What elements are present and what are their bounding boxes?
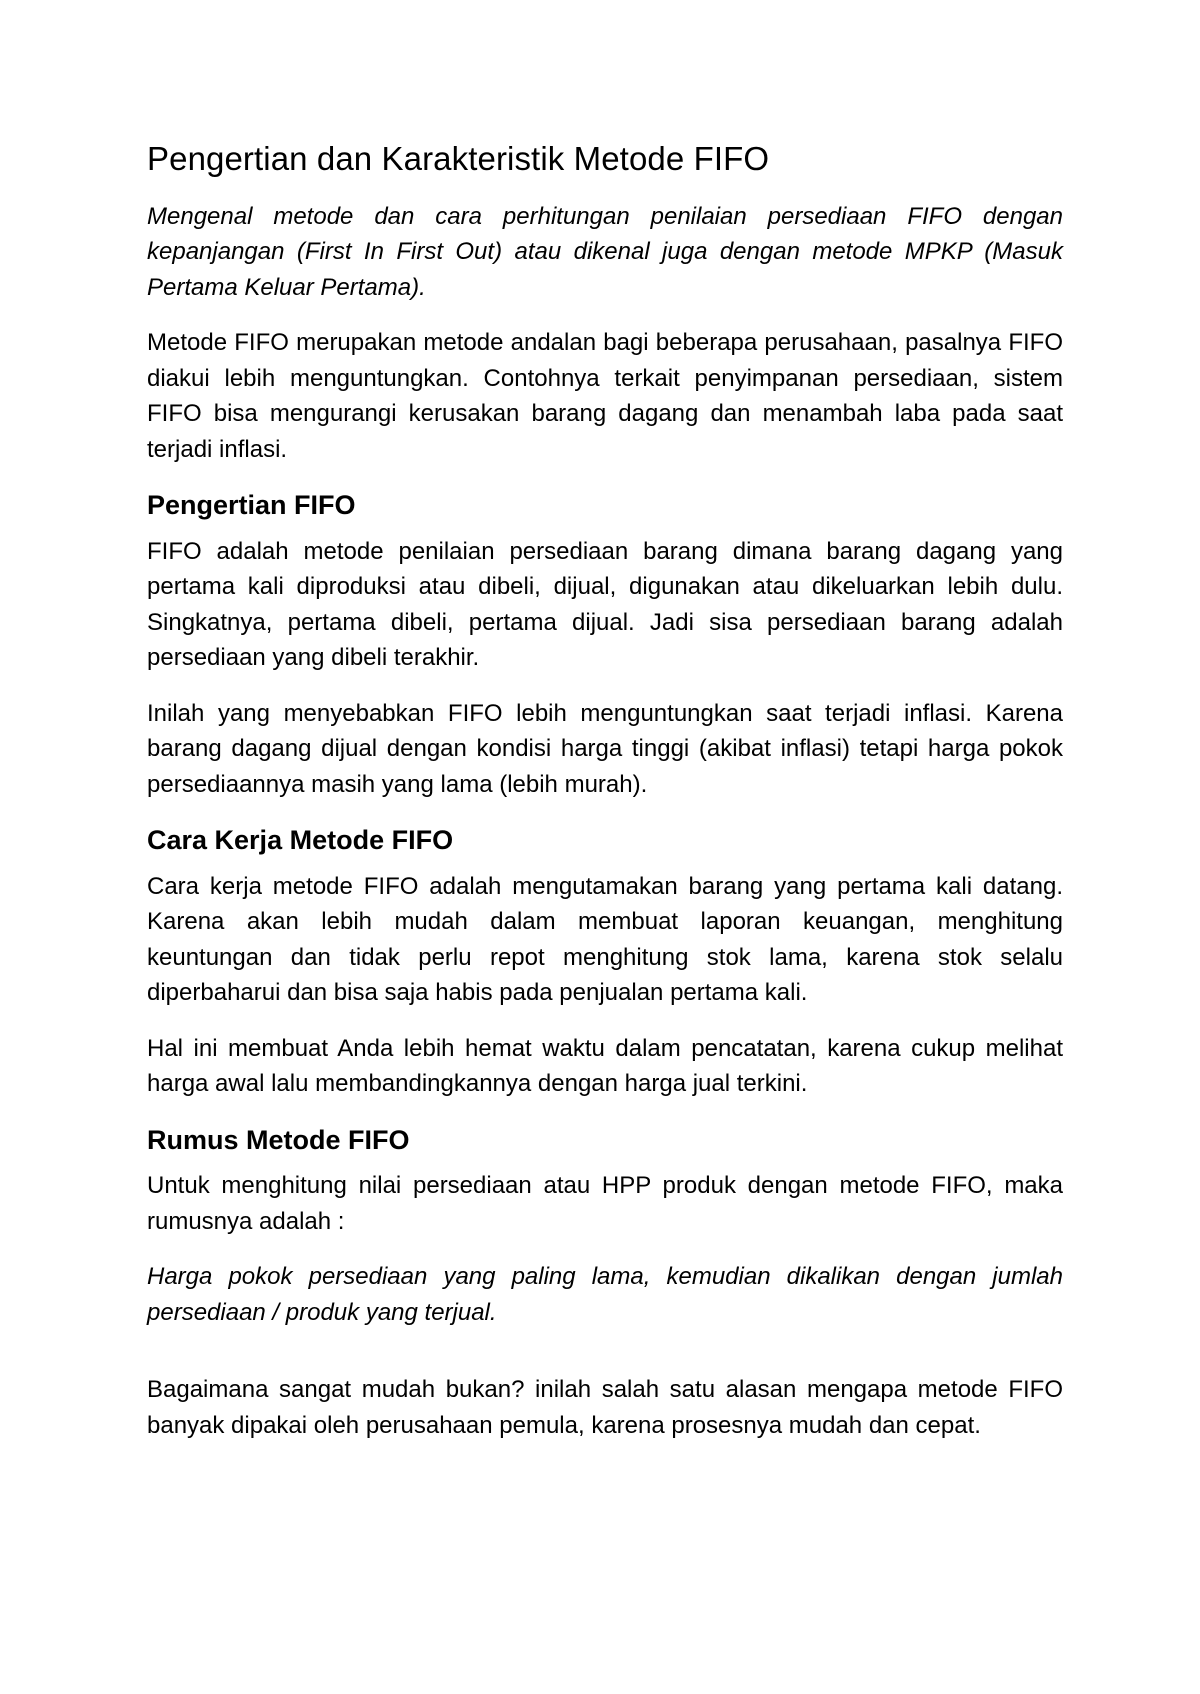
page-title: Pengertian dan Karakteristik Metode FIFO bbox=[147, 140, 770, 177]
cara-kerja-paragraph-2: Hal ini membuat Anda lebih hemat waktu dalam pencatatan, karena cukup melihat harga awal lalu membandingkannya dengan harga jual terkini. bbox=[147, 1034, 1063, 1098]
pengertian-paragraph-1: FIFO adalah metode penilaian persediaan barang dimana barang dagang yang pertama kali diproduksi atau dibeli, dijual, digunakan atau dikeluarkan lebih dulu. Singkatnya, pertama dibeli, pertama dijual. Jadi sisa persediaan barang adalah persediaan yang dibeli terakhir. bbox=[147, 537, 1063, 672]
pengertian-paragraph-2: Inilah yang menyebabkan FIFO lebih menguntungkan saat terjadi inflasi. Karena barang dagang dijual dengan kondisi harga tinggi (akibat inflasi) tetapi harga pokok persediaannya masih yang lama (lebih murah). bbox=[147, 699, 1063, 798]
document-page bbox=[147, 138, 1063, 1463]
section-heading-cara-kerja: Cara Kerja Metode FIFO bbox=[147, 825, 454, 856]
cara-kerja-paragraph-1: Cara kerja metode FIFO adalah mengutamakan barang yang pertama kali datang. Karena akan lebih mudah dalam membuat laporan keuangan, menghitung keuntungan dan tidak perlu repot menghitung stok lama, karena stok selalu diperbaharui dan bisa saja habis pada penjualan pertama kali. bbox=[147, 872, 1063, 1007]
closing-paragraph: Bagaimana sangat mudah bukan? inilah salah satu alasan mengapa metode FIFO banyak dipakai oleh perusahaan pemula, karena prosesnya mudah dan cepat. bbox=[147, 1376, 1063, 1439]
intro-paragraph: Metode FIFO merupakan metode andalan bagi beberapa perusahaan, pasalnya FIFO diakui lebih menguntungkan. Contohnya terkait penyimpanan persediaan, sistem FIFO bisa mengurangi kerusakan barang dagang dan menambah laba pada saat terjadi inflasi. bbox=[147, 329, 1063, 463]
intro-italic-paragraph: Mengenal metode dan cara perhitungan penilaian persediaan FIFO dengan kepanjangan (First In First Out) atau dikenal juga dengan metode MPKP (Masuk Pertama Keluar Pertama). bbox=[147, 202, 1063, 301]
rumus-formula: Harga pokok persediaan yang paling lama, kemudian dikalikan dengan jumlah persediaan / produk yang terjual. bbox=[147, 1263, 1063, 1326]
section-heading-pengertian: Pengertian FIFO bbox=[147, 490, 356, 521]
rumus-paragraph-1: Untuk menghitung nilai persediaan atau HPP produk dengan metode FIFO, maka rumusnya adalah : bbox=[147, 1172, 1063, 1235]
section-heading-rumus: Rumus Metode FIFO bbox=[147, 1124, 410, 1155]
